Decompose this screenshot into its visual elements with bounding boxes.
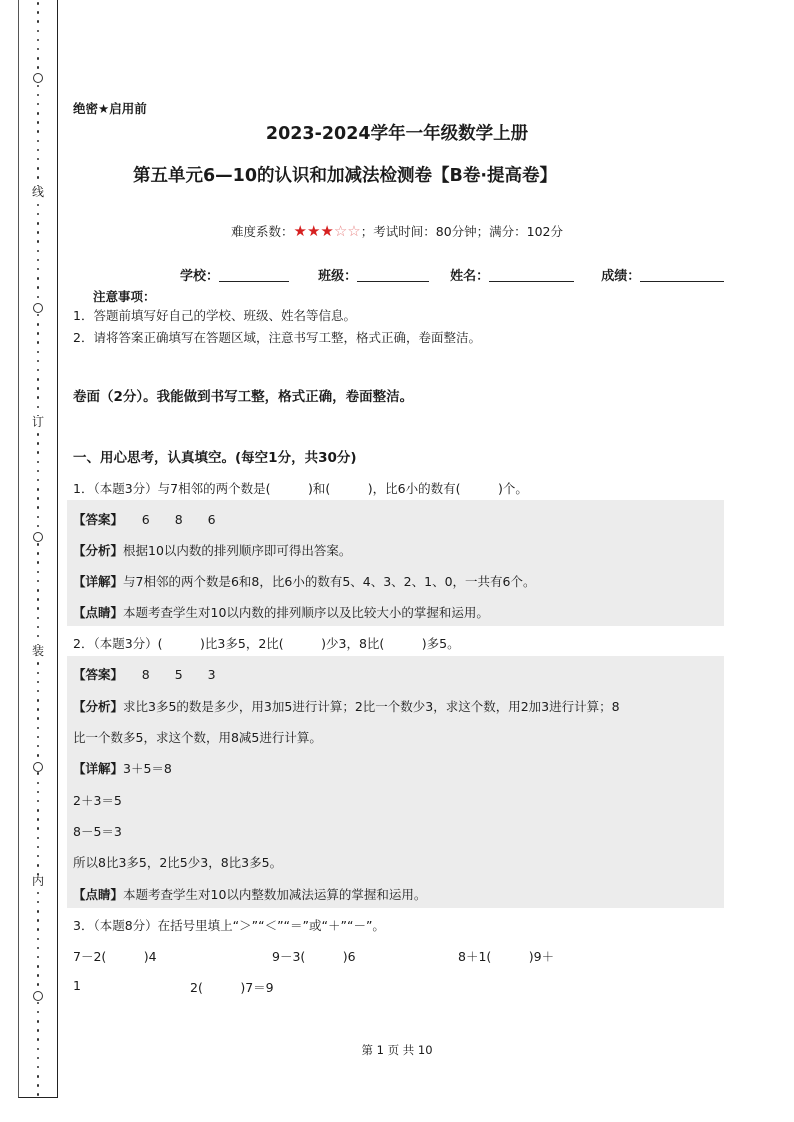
- binding-circle: [33, 73, 43, 83]
- binding-dot: [37, 396, 40, 399]
- binding-dot: [37, 1084, 40, 1087]
- answer-text: 8 5 3: [116, 667, 216, 682]
- score-label: 成绩：: [601, 269, 641, 284]
- binding-dot: [37, 947, 40, 950]
- detail-text-cont: 8－5＝3: [73, 824, 122, 839]
- name-label: 姓名：: [450, 269, 490, 284]
- question-1: 1．（本题3分）与7相邻的两个数是( )和( )，比6小的数有( )个。: [73, 481, 528, 496]
- binding-marker: 线: [28, 186, 48, 198]
- class-field[interactable]: [357, 269, 429, 282]
- binding-dot: [37, 479, 40, 482]
- exam-meta: [0, 222, 794, 240]
- binding-dot: [37, 176, 40, 179]
- binding-dot: [37, 1093, 40, 1096]
- binding-dot: [37, 1002, 40, 1005]
- comment-tag: 【点睛】: [73, 605, 124, 620]
- binding-dot: [37, 717, 40, 720]
- binding-dot: [37, 727, 40, 730]
- binding-dot: [37, 149, 40, 152]
- binding-dot: [37, 39, 40, 42]
- binding-dot: [37, 1075, 40, 1078]
- binding-marker: 内: [28, 875, 48, 887]
- binding-dot: [37, 30, 40, 33]
- binding-dot: [37, 323, 40, 326]
- page-subtitle: 第五单元6—10的认识和加减法检测卷【B卷·提高卷】: [133, 166, 558, 186]
- binding-dot: [37, 1066, 40, 1069]
- binding-dot: [37, 892, 40, 895]
- binding-dot: [37, 772, 40, 775]
- binding-dot: [37, 672, 40, 675]
- binding-dot: [37, 268, 40, 271]
- binding-dot: [37, 240, 40, 243]
- binding-dot: [37, 681, 40, 684]
- binding-dot: [37, 983, 40, 986]
- binding-dot: [37, 928, 40, 931]
- binding-dot: [37, 341, 40, 344]
- answer-tag: 【答案】: [73, 512, 117, 527]
- binding-circle: [33, 532, 43, 542]
- binding-circle: [33, 303, 43, 313]
- binding-dot: [37, 66, 40, 69]
- analysis-text: 求比3多5的数是多少，用3加5进行计算；2比一个数少3，求这个数，用2加3进行计算；8: [123, 699, 620, 714]
- binding-dot: [37, 809, 40, 812]
- binding-dot: [37, 506, 40, 509]
- detail-text: 与7相邻的两个数是6和8，比6小的数有5、4、3、2、1、0，一共有6个。: [123, 574, 536, 589]
- binding-dot: [37, 598, 40, 601]
- binding-dot: [37, 158, 40, 161]
- binding-dot: [37, 470, 40, 473]
- q3-item: 7－2( )4: [73, 949, 157, 964]
- binding-dot: [37, 974, 40, 977]
- binding-dot: [37, 351, 40, 354]
- binding-dot: [37, 837, 40, 840]
- binding-dot: [37, 516, 40, 519]
- notice-item: 1．答题前填写好自己的学校、班级、姓名等信息。: [73, 308, 356, 323]
- answer-text: 6 8 6: [116, 512, 216, 527]
- q3-item: 8＋1( )9＋: [458, 949, 555, 964]
- school-label: 学校：: [180, 269, 220, 284]
- answer-tag: 【答案】: [73, 667, 117, 682]
- binding-dot: [37, 433, 40, 436]
- binding-dot: [37, 561, 40, 564]
- page-title: 2023-2024学年一年级数学上册: [265, 124, 529, 144]
- binding-dot: [37, 406, 40, 409]
- binding-dot: [37, 1020, 40, 1023]
- comment-row: [73, 603, 489, 621]
- binding-dot: [37, 956, 40, 959]
- binding-marker: 订: [28, 416, 48, 428]
- binding-dot: [37, 1011, 40, 1014]
- question-3: 3．（本题8分）在括号里填上“＞”“＜”“＝”或“＋”“－”。: [73, 918, 385, 933]
- binding-dot: [37, 387, 40, 390]
- binding-dot: [37, 1029, 40, 1032]
- binding-dot: [37, 617, 40, 620]
- detail-row: [73, 759, 172, 777]
- binding-dot: [37, 204, 40, 207]
- binding-dot: [37, 213, 40, 216]
- neatness-line: 卷面（2分）。我能做到书写工整，格式正确，卷面整洁。: [73, 389, 414, 405]
- binding-dot: [37, 699, 40, 702]
- binding-dot: [37, 369, 40, 372]
- binding-dot: [37, 488, 40, 491]
- class-label: 班级：: [318, 269, 358, 284]
- detail-row: [73, 572, 536, 590]
- analysis-tag: 【分析】: [73, 699, 124, 714]
- binding-dot: [37, 543, 40, 546]
- binding-dot: [37, 525, 40, 528]
- binding-dot: [37, 461, 40, 464]
- detail-tag: 【详解】: [73, 574, 124, 589]
- binding-dot: [37, 378, 40, 381]
- analysis-text-cont: 比一个数多5，求这个数，用8减5进行计算。: [73, 730, 322, 745]
- binding-dot: [37, 1038, 40, 1041]
- binding-dot: [37, 901, 40, 904]
- section-title: 一、用心思考，认真填空。(每空1分，共30分): [73, 450, 357, 466]
- binding-dot: [37, 782, 40, 785]
- comment-row: [73, 885, 426, 903]
- school-field[interactable]: [219, 269, 289, 282]
- binding-dot: [37, 919, 40, 922]
- binding-dot: [37, 277, 40, 280]
- binding-dot: [37, 827, 40, 830]
- binding-dot: [37, 589, 40, 592]
- binding-dotted-line: [32, 2, 44, 1096]
- binding-dot: [37, 800, 40, 803]
- binding-circle: [33, 991, 43, 1001]
- star-filled-icon: ★★★: [293, 222, 334, 240]
- student-info-fields: [180, 265, 724, 284]
- binding-dot: [37, 332, 40, 335]
- binding-dot: [37, 580, 40, 583]
- binding-dot: [37, 94, 40, 97]
- binding-dot: [37, 497, 40, 500]
- answer-row: [73, 510, 216, 528]
- binding-dot: [37, 910, 40, 913]
- binding-dot: [37, 11, 40, 14]
- binding-dot: [37, 2, 40, 5]
- binding-dot: [37, 754, 40, 757]
- binding-dot: [37, 736, 40, 739]
- difficulty-label: 难度系数：: [230, 224, 294, 239]
- binding-dot: [37, 250, 40, 253]
- q3-item: 2( )7＝9: [190, 980, 274, 995]
- comment-tag: 【点睛】: [73, 887, 124, 902]
- binding-dot: [37, 938, 40, 941]
- q3-item: 9－3( )6: [272, 949, 356, 964]
- answer-row: [73, 665, 216, 683]
- binding-dot: [37, 296, 40, 299]
- analysis-row: [73, 541, 351, 559]
- binding-dot: [37, 167, 40, 170]
- binding-dot: [37, 662, 40, 665]
- binding-dot: [37, 20, 40, 23]
- binding-dot: [37, 360, 40, 363]
- binding-dot: [37, 552, 40, 555]
- binding-dot: [37, 745, 40, 748]
- binding-dot: [37, 818, 40, 821]
- q3-item: 1: [73, 978, 81, 993]
- binding-dot: [37, 626, 40, 629]
- star-empty-icon: ☆☆: [333, 222, 361, 240]
- detail-text-cont: 2＋3＝5: [73, 793, 122, 808]
- binding-dot: [37, 442, 40, 445]
- binding-dot: [37, 451, 40, 454]
- binding-dot: [37, 607, 40, 610]
- notice-item: 2．请将答案正确填写在答题区域，注意书写工整，格式正确，卷面整洁。: [73, 330, 481, 345]
- binding-dot: [37, 57, 40, 60]
- binding-dot: [37, 864, 40, 867]
- binding-dot: [37, 48, 40, 51]
- difficulty-stars: [294, 224, 361, 239]
- binding-dot: [37, 690, 40, 693]
- secret-label: 绝密★启用前: [73, 101, 147, 116]
- score-field[interactable]: [640, 269, 724, 282]
- detail-tag: 【详解】: [73, 761, 124, 776]
- binding-dot: [37, 103, 40, 106]
- binding-margin: [18, 0, 58, 1098]
- name-field[interactable]: [489, 269, 574, 282]
- comment-text: 本题考查学生对10以内整数加减法运算的掌握和运用。: [123, 887, 427, 902]
- binding-dot: [37, 112, 40, 115]
- binding-dot: [37, 846, 40, 849]
- binding-dot: [37, 855, 40, 858]
- question-2: 2．（本题3分）( )比3多5，2比( )少3，8比( )多5。: [73, 636, 460, 651]
- binding-dot: [37, 571, 40, 574]
- binding-dot: [37, 965, 40, 968]
- analysis-tag: 【分析】: [73, 543, 124, 558]
- binding-dot: [37, 259, 40, 262]
- page-footer: 第 1 页 共 10: [361, 1043, 433, 1057]
- binding-circle: [33, 762, 43, 772]
- analysis-row: [73, 697, 620, 715]
- binding-marker: 装: [28, 645, 48, 657]
- comment-text: 本题考查学生对10以内数的排列顺序以及比较大小的掌握和运用。: [123, 605, 489, 620]
- binding-dot: [37, 85, 40, 88]
- exam-info: ；考试时间：80分钟；满分：102分: [360, 224, 564, 239]
- binding-dot: [37, 791, 40, 794]
- binding-dot: [37, 314, 40, 317]
- notice-title: 注意事项：: [93, 289, 156, 304]
- binding-dot: [37, 708, 40, 711]
- analysis-text: 根据10以内数的排列顺序即可得出答案。: [123, 543, 352, 558]
- detail-text: 3＋5＝8: [123, 761, 172, 776]
- binding-dot: [37, 635, 40, 638]
- binding-dot: [37, 286, 40, 289]
- detail-text-cont: 所以8比3多5，2比5少3，8比3多5。: [73, 855, 283, 870]
